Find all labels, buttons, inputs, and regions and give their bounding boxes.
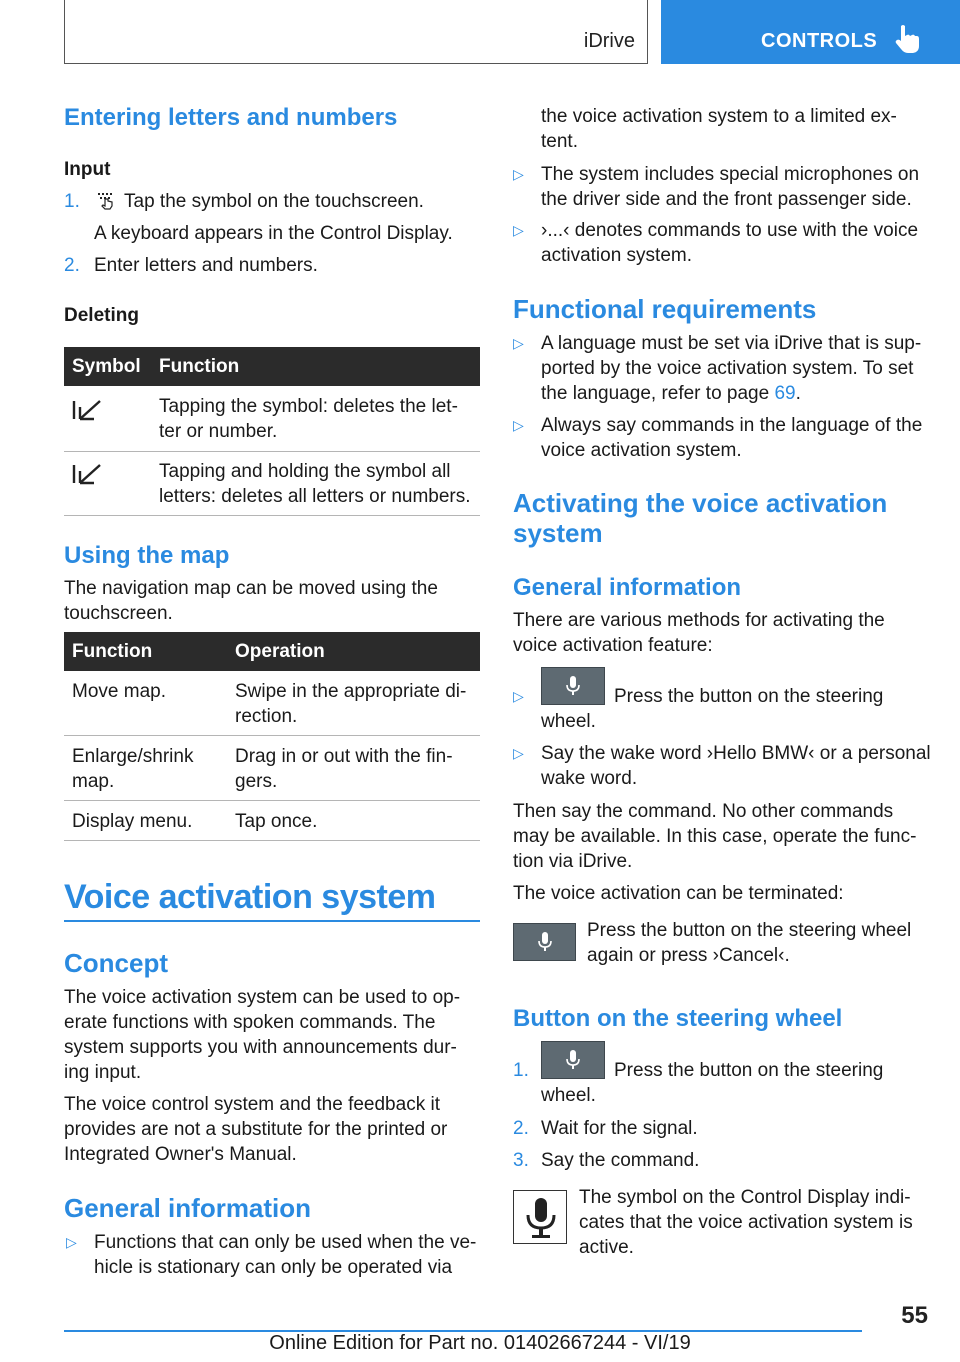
control-text: The voice control system and the feedback it	[64, 1094, 440, 1115]
body-text: tion via iDrive.	[513, 851, 633, 872]
bullet-text: hicle is stationary can only be operated via	[94, 1257, 453, 1278]
table-cell: Swipe in the appropriate di-	[235, 681, 467, 702]
table-cell: Tapping and holding the symbol all	[159, 461, 451, 482]
body-text: may be available. In this case, operate the func-	[513, 826, 917, 847]
activating-title: system	[513, 518, 603, 548]
table-divider	[64, 840, 480, 841]
map-text: touchscreen.	[64, 603, 173, 624]
bullet-text-part: the language, refer to page	[541, 383, 775, 404]
body-text: Then say the command. No other commands	[513, 801, 894, 822]
bullet-text: A language must be set via iDrive that is sup-	[541, 333, 922, 354]
bullet-triangle-icon: ▷	[513, 166, 524, 182]
body-text: Press the button on the steering wheel	[587, 920, 912, 941]
table-cell: Move map.	[72, 681, 166, 702]
step-number: 3.	[513, 1150, 529, 1171]
page-link[interactable]: 69	[774, 383, 796, 404]
table-cell: Display menu.	[72, 811, 193, 832]
step-text: Tap the symbol on the touchscreen.	[124, 191, 424, 212]
step-text: Enter letters and numbers.	[94, 255, 318, 276]
bullet-text: activation system.	[541, 245, 692, 266]
step-text: wheel.	[541, 1085, 596, 1106]
table-cell: map.	[72, 771, 115, 792]
activating-title: Activating the voice activation	[513, 488, 888, 518]
bullet-text: ›...‹ denotes commands to use with the voice	[541, 220, 919, 241]
step-number: 2.	[513, 1118, 529, 1139]
header-box	[64, 0, 648, 64]
microphone-button-icon	[513, 923, 576, 961]
concept-text: ing input.	[64, 1062, 142, 1083]
bullet-triangle-icon: ▷	[513, 222, 524, 238]
microphone-button-icon	[541, 667, 605, 705]
table-header-cell: Operation	[235, 641, 325, 662]
voice-title-rule	[64, 920, 480, 922]
bullet-text: wheel.	[541, 711, 596, 732]
voice-title: Voice activation system	[64, 878, 436, 916]
table-cell: letters: deletes all letters or numbers.	[159, 486, 471, 507]
bullet-triangle-icon: ▷	[513, 745, 524, 761]
footer-edition: Online Edition for Part no. 01402667244 - VI/19	[269, 1332, 691, 1354]
bullet-text-part: .	[795, 383, 801, 404]
body-text: again or press ›Cancel‹.	[587, 945, 790, 966]
bullet-triangle-icon: ▷	[513, 688, 524, 704]
table-divider	[64, 515, 480, 516]
header-section: iDrive	[583, 30, 635, 52]
entering-title: Entering letters and numbers	[64, 104, 398, 131]
keyboard-icon	[96, 192, 118, 210]
bullet-text: ported by the voice activation system. To set	[541, 358, 914, 379]
bullet-text: voice activation system.	[541, 440, 742, 461]
body-text: The symbol on the Control Display indi-	[579, 1187, 911, 1208]
table-cell: Tap once.	[235, 811, 318, 832]
bullet-text: The system includes special microphones on	[541, 164, 920, 185]
header-chapter-tab	[661, 0, 960, 64]
table-divider	[64, 451, 480, 452]
table-cell: rection.	[235, 706, 298, 727]
bullet-text: Functions that can only be used when the ve-	[94, 1232, 477, 1253]
bullet-text: Say the wake word ›Hello BMW‹ or a personal	[541, 743, 931, 764]
bullet-text	[541, 381, 801, 406]
requirements-title: Functional requirements	[513, 294, 817, 324]
pointing-hand-icon	[895, 24, 921, 54]
bullet-text: the driver side and the front passenger side.	[541, 189, 912, 210]
button-title: Button on the steering wheel	[513, 1005, 843, 1032]
concept-title: Concept	[64, 948, 168, 978]
table-cell: Tapping the symbol: deletes the let-	[159, 396, 458, 417]
table-divider	[64, 800, 480, 801]
control-text: Integrated Owner's Manual.	[64, 1144, 297, 1165]
table-header-cell: Symbol	[72, 356, 141, 377]
header-chapter: CONTROLS	[761, 30, 878, 52]
body-text: The voice activation can be terminated:	[513, 883, 844, 904]
bullet-triangle-icon: ▷	[513, 335, 524, 351]
bullet-text: Press the button on the steering	[614, 686, 884, 707]
input-label: Input	[64, 159, 111, 180]
backspace-arrow-icon	[72, 399, 102, 421]
body-text: active.	[579, 1237, 634, 1258]
step-text: Wait for the signal.	[541, 1118, 698, 1139]
step-subtext: A keyboard appears in the Control Display.	[94, 223, 453, 244]
map-text: The navigation map can be moved using the	[64, 578, 438, 599]
table-cell: ter or number.	[159, 421, 278, 442]
microphone-icon	[513, 1190, 567, 1244]
deleting-label: Deleting	[64, 305, 139, 326]
table-divider	[64, 735, 480, 736]
gen-info-text: voice activation feature:	[513, 635, 713, 656]
concept-text: The voice activation system can be used to op-	[64, 987, 461, 1008]
map-table-header	[64, 632, 480, 671]
table-header-cell: Function	[72, 641, 153, 662]
concept-text: system supports you with announcements dur-	[64, 1037, 457, 1058]
step-number: 2.	[64, 255, 80, 276]
microphone-button-icon	[541, 1041, 605, 1079]
bullet-text: the voice activation system to a limited ex-	[541, 106, 897, 127]
bullet-text: wake word.	[541, 768, 638, 789]
step-text: Say the command.	[541, 1150, 700, 1171]
concept-text: erate functions with spoken commands. The	[64, 1012, 436, 1033]
map-title: Using the map	[64, 542, 230, 569]
table-cell: Enlarge/shrink	[72, 746, 194, 767]
table-cell: Drag in or out with the fin-	[235, 746, 453, 767]
step-text: Press the button on the steering	[614, 1060, 884, 1081]
table-cell: gers.	[235, 771, 278, 792]
table-header-cell: Function	[159, 356, 240, 377]
gen-info-title: General information	[513, 574, 742, 601]
backspace-arrow-icon	[72, 463, 102, 485]
bullet-text: Always say commands in the language of the	[541, 415, 923, 436]
gen-info-text: There are various methods for activating the	[513, 610, 885, 631]
control-text: provides are not a substitute for the printed or	[64, 1119, 448, 1140]
general-title: General information	[64, 1193, 312, 1223]
page-number: 55	[901, 1302, 928, 1329]
body-text: cates that the voice activation system is	[579, 1212, 913, 1233]
delete-table-header	[64, 347, 480, 386]
step-number: 1.	[513, 1060, 529, 1081]
bullet-triangle-icon: ▷	[66, 1234, 77, 1250]
bullet-triangle-icon: ▷	[513, 417, 524, 433]
bullet-text: tent.	[541, 131, 578, 152]
step-number: 1.	[64, 191, 80, 212]
